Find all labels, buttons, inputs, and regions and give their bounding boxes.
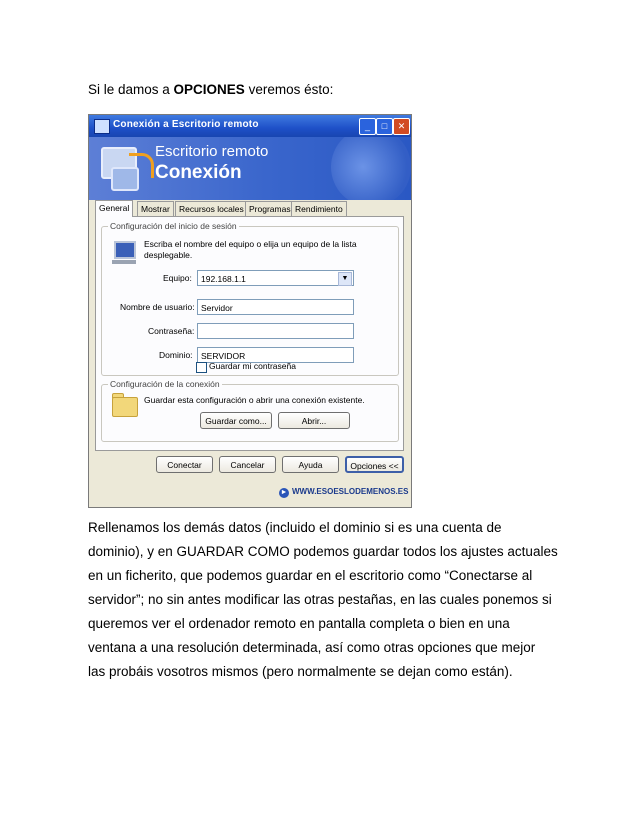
connect-button[interactable]: Conectar [156, 456, 213, 473]
tab-mostrar[interactable]: Mostrar [137, 201, 174, 216]
connection-group-legend: Configuración de la conexión [110, 379, 220, 389]
password-field[interactable] [197, 323, 354, 339]
site-watermark [279, 487, 408, 498]
save-password-label[interactable]: Guardar mi contraseña [209, 361, 296, 371]
body-line: queremos ver el ordenador remoto en pantalla completa o bien en una [88, 616, 510, 631]
remote-desktop-icon [94, 119, 110, 134]
usuario-label: Nombre de usuario: [120, 302, 195, 312]
connection-cable-icon [129, 153, 154, 178]
equipo-label: Equipo: [163, 273, 192, 283]
intro-text-after: veremos ésto: [244, 82, 334, 97]
cancel-button[interactable]: Cancelar [219, 456, 276, 473]
intro-bold-word: OPCIONES [173, 82, 245, 97]
intro-text-before: Si le damos a [88, 82, 174, 97]
body-line: las probáis vosotros mismos (pero normalmente se dejan como están). [88, 664, 513, 679]
body-line: en un ficherito, que podemos guardar en el escritorio como “Conectarse al [88, 568, 533, 583]
connection-settings-group [101, 379, 399, 442]
tab-rendimiento[interactable]: Rendimiento [291, 201, 347, 216]
window-title: Conexión a Escritorio remoto [113, 119, 259, 130]
options-button[interactable]: Opciones << [345, 456, 404, 473]
banner-subtitle: Conexión [155, 162, 242, 183]
tab-programas[interactable]: Programas [245, 201, 295, 216]
open-button[interactable]: Abrir... [278, 412, 350, 429]
tab-recursos-locales[interactable]: Recursos locales [175, 201, 248, 216]
body-line: Rellenamos los demás datos (incluido el dominio si es una cuenta de [88, 520, 502, 535]
arrow-right-icon: ► [280, 489, 288, 496]
tab-panel-general [95, 216, 404, 451]
login-settings-group [101, 221, 399, 376]
body-line: servidor”; no sin antes modificar las otras pestañas, en las cuales ponemos si [88, 592, 552, 607]
usuario-field[interactable]: Servidor [197, 299, 354, 315]
windows-logo-decoration [331, 137, 411, 200]
watermark-text: WWW.ESOESLODEMENOS.ES [292, 487, 409, 496]
dominio-label: Dominio: [159, 350, 193, 360]
dominio-field[interactable]: SERVIDOR [197, 347, 354, 363]
save-password-checkbox[interactable] [196, 362, 207, 373]
window-titlebar [89, 115, 411, 137]
body-line: ventana a una resolución determinada, así como otras opciones que mejor [88, 640, 536, 655]
body-line: dominio), y en GUARDAR COMO podemos guardar todos los ajustes actuales [88, 544, 558, 559]
login-description-line2: desplegable. [144, 250, 193, 260]
tab-general[interactable]: General [95, 200, 133, 217]
login-group-legend: Configuración del inicio de sesión [110, 221, 237, 231]
help-button[interactable]: Ayuda [282, 456, 339, 473]
maximize-button[interactable]: □ [376, 118, 393, 135]
minimize-button[interactable]: _ [359, 118, 376, 135]
body-paragraph [88, 516, 558, 684]
folder-icon [112, 397, 138, 417]
save-as-button[interactable]: Guardar como... [200, 412, 272, 429]
chevron-down-icon[interactable]: ▼ [338, 272, 352, 286]
equipo-value: 192.168.1.1 [201, 274, 246, 284]
computer-icon [114, 241, 136, 259]
banner [89, 137, 411, 200]
banner-title: Escritorio remoto [155, 143, 269, 160]
close-button[interactable]: ✕ [393, 118, 410, 135]
remote-desktop-screenshot [88, 114, 412, 508]
computer-base-icon [112, 260, 136, 264]
login-description-line1: Escriba el nombre del equipo o elija un equipo de la lista [144, 239, 357, 249]
equipo-dropdown[interactable] [197, 270, 354, 286]
password-label: Contraseña: [148, 326, 195, 336]
connection-description: Guardar esta configuración o abrir una conexión existente. [144, 395, 365, 405]
intro-paragraph [88, 78, 333, 102]
